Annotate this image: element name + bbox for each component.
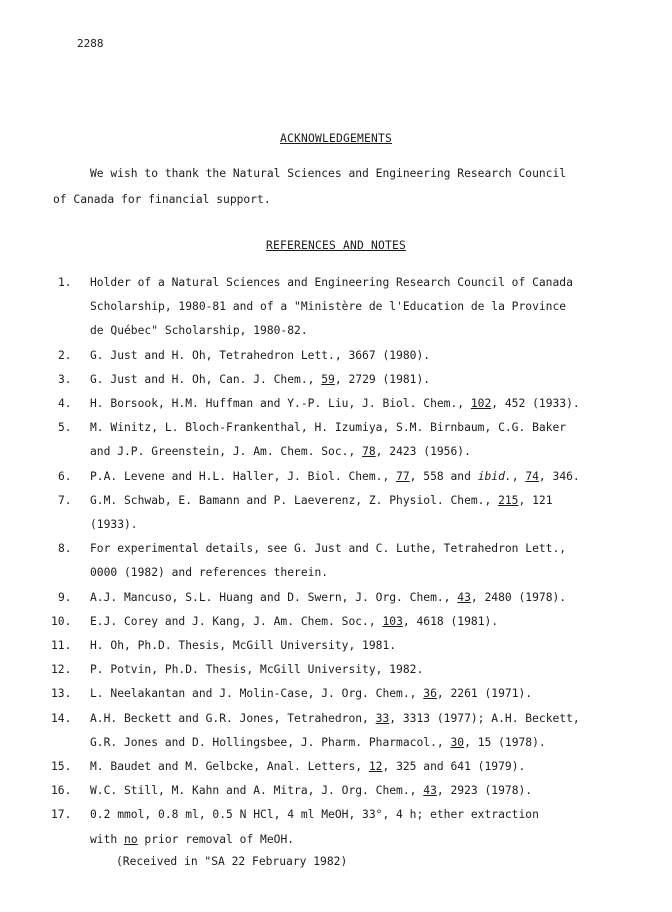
- reference-number: 8.: [58, 542, 72, 556]
- reference-text: 43: [423, 784, 437, 798]
- reference-text: A.H. Beckett and G.R. Jones, Tetrahedron,: [90, 711, 376, 725]
- reference-line: [90, 760, 525, 773]
- reference-text: prior removal of MeOH.: [137, 832, 295, 846]
- reference-line: [90, 445, 471, 458]
- reference-text: 77: [396, 469, 410, 483]
- reference-line: [90, 687, 532, 700]
- reference-text: P. Potvin, Ph.D. Thesis, McGill University, 1982.: [90, 663, 424, 677]
- reference-text: 43: [457, 590, 471, 604]
- reference-line: [90, 639, 396, 652]
- reference-text: L. Neelakantan and J. Molin-Case, J. Org. Chem.,: [90, 687, 424, 701]
- reference-number: 13.: [51, 687, 72, 701]
- reference-line: [90, 712, 580, 725]
- reference-line: [90, 494, 553, 507]
- reference-text: 12: [368, 760, 383, 773]
- reference-text: , 558 and: [409, 469, 478, 483]
- reference-number: 12.: [51, 663, 72, 677]
- reference-text: , 2923 (1978).: [436, 784, 533, 798]
- reference-text: E.J. Corey and J. Kang, J. Am. Chem. Soc.,: [90, 614, 383, 628]
- reference-text: , 4618 (1981).: [402, 614, 499, 628]
- reference-text: 102: [470, 397, 492, 410]
- reference-text: 33: [375, 711, 390, 725]
- reference-line: [90, 808, 539, 821]
- reference-number: 9.: [58, 590, 72, 604]
- reference-number: 11.: [51, 639, 72, 652]
- reference-line: [90, 300, 566, 313]
- reference-text: H. Oh, Ph.D. Thesis, McGill University, 1981.: [90, 639, 397, 652]
- reference-text: G. Just and H. Oh, Tetrahedron Lett., 3667 (1980).: [90, 348, 431, 362]
- reference-text: Scholarship, 1980-81 and of a "Ministère de l'Education de la Province: [90, 300, 567, 314]
- reference-text: , 2729 (1981).: [334, 372, 431, 386]
- reference-line: [90, 421, 566, 434]
- reference-line: [90, 349, 430, 362]
- reference-text: H. Borsook, H.M. Huffman and Y.-P. Liu, J. Biol. Chem.,: [90, 397, 471, 410]
- reference-text: , 2261 (1971).: [436, 687, 533, 701]
- reference-number: 14.: [51, 711, 72, 725]
- reference-number: 6.: [58, 469, 72, 483]
- reference-text: 78: [362, 445, 376, 459]
- reference-line: [90, 518, 138, 531]
- reference-text: P.A. Levene and H.L. Haller, J. Biol. Chem.,: [90, 469, 397, 483]
- acknowledgements-heading: ACKNOWLEDGEMENTS: [279, 132, 393, 145]
- reference-number: 10.: [51, 614, 72, 628]
- reference-line: [90, 373, 430, 386]
- reference-text: 30: [450, 735, 465, 749]
- reference-text: no: [124, 832, 138, 846]
- reference-line: [90, 276, 573, 289]
- reference-text: M. Winitz, L. Bloch-Frankenthal, H. Izumiya, S.M. Birnbaum, C.G. Baker: [90, 421, 567, 435]
- reference-text: 59: [321, 372, 335, 386]
- reference-number: 3.: [58, 372, 72, 386]
- reference-number: 2.: [58, 348, 72, 362]
- reference-text: G.M. Schwab, E. Bamann and P. Laeverenz, Z. Physiol. Chem.,: [90, 493, 499, 507]
- reference-text: 215: [498, 493, 519, 507]
- reference-text: , 2423 (1956).: [375, 445, 471, 459]
- reference-text: 0.2 mmol, 0.8 ml, 0.5 N HCl, 4 ml MeOH, 33°, 4 h; ether extraction: [90, 808, 539, 822]
- reference-text: W.C. Still, M. Kahn and A. Mitra, J. Org. Chem.,: [90, 784, 424, 798]
- reference-number: 1.: [58, 276, 72, 289]
- acknowledgements-line-1: We wish to thank the Natural Sciences and Engineering Research Council: [90, 167, 567, 180]
- page-number: 2288: [77, 37, 104, 50]
- reference-line: [90, 470, 580, 483]
- received-note: (Received in "SA 22 February 1982): [116, 855, 348, 868]
- references-heading: REFERENCES AND NOTES: [265, 239, 407, 252]
- reference-text: , 3313 (1977); A.H. Beckett,: [389, 711, 580, 725]
- reference-line: [90, 736, 546, 749]
- reference-line: [90, 397, 580, 410]
- reference-line: [90, 324, 308, 337]
- reference-line: [90, 566, 328, 579]
- reference-text: Holder of a Natural Sciences and Engineering Research Council of Canada: [90, 276, 573, 289]
- reference-number: 4.: [58, 397, 72, 410]
- reference-text: , 121: [518, 493, 553, 507]
- reference-text: G.R. Jones and D. Hollingsbee, J. Pharm. Pharmacol.,: [90, 735, 451, 749]
- reference-text: G. Just and H. Oh, Can. J. Chem.,: [90, 372, 322, 386]
- reference-line: [90, 833, 294, 846]
- reference-text: For experimental details, see G. Just and C. Luthe, Tetrahedron Lett.,: [90, 542, 567, 556]
- reference-text: with: [90, 832, 125, 846]
- reference-line: [90, 542, 566, 555]
- reference-line: [90, 615, 498, 628]
- reference-number: 7.: [58, 493, 72, 507]
- reference-text: 74: [525, 469, 539, 483]
- reference-number: 16.: [51, 784, 72, 798]
- reference-text: , 2480 (1978).: [470, 590, 567, 604]
- reference-text: 103: [382, 614, 403, 628]
- reference-text: M. Baudet and M. Gelbcke, Anal. Letters,: [90, 760, 369, 773]
- reference-text: 0000 (1982) and references therein.: [90, 566, 329, 580]
- reference-text: , 15 (1978).: [464, 735, 546, 749]
- reference-text: de Québec" Scholarship, 1980-82.: [90, 324, 308, 338]
- reference-text: , 346.: [538, 469, 580, 483]
- reference-text: , 452 (1933).: [491, 397, 580, 410]
- reference-number: 15.: [51, 760, 72, 773]
- reference-text: , 325 and 641 (1979).: [382, 760, 526, 773]
- reference-text: and J.P. Greenstein, J. Am. Chem. Soc.,: [90, 445, 363, 459]
- reference-number: 5.: [58, 421, 72, 435]
- reference-text: A.J. Mancuso, S.L. Huang and D. Swern, J. Org. Chem.,: [90, 590, 458, 604]
- reference-line: [90, 784, 532, 797]
- reference-text: ,: [511, 469, 526, 483]
- reference-text: ibid.: [477, 469, 512, 483]
- reference-text: 36: [423, 687, 437, 701]
- reference-line: [90, 591, 566, 604]
- acknowledgements-line-2: of Canada for financial support.: [53, 193, 271, 206]
- reference-text: (1933).: [90, 518, 138, 531]
- reference-number: 17.: [51, 808, 72, 822]
- reference-line: [90, 663, 423, 676]
